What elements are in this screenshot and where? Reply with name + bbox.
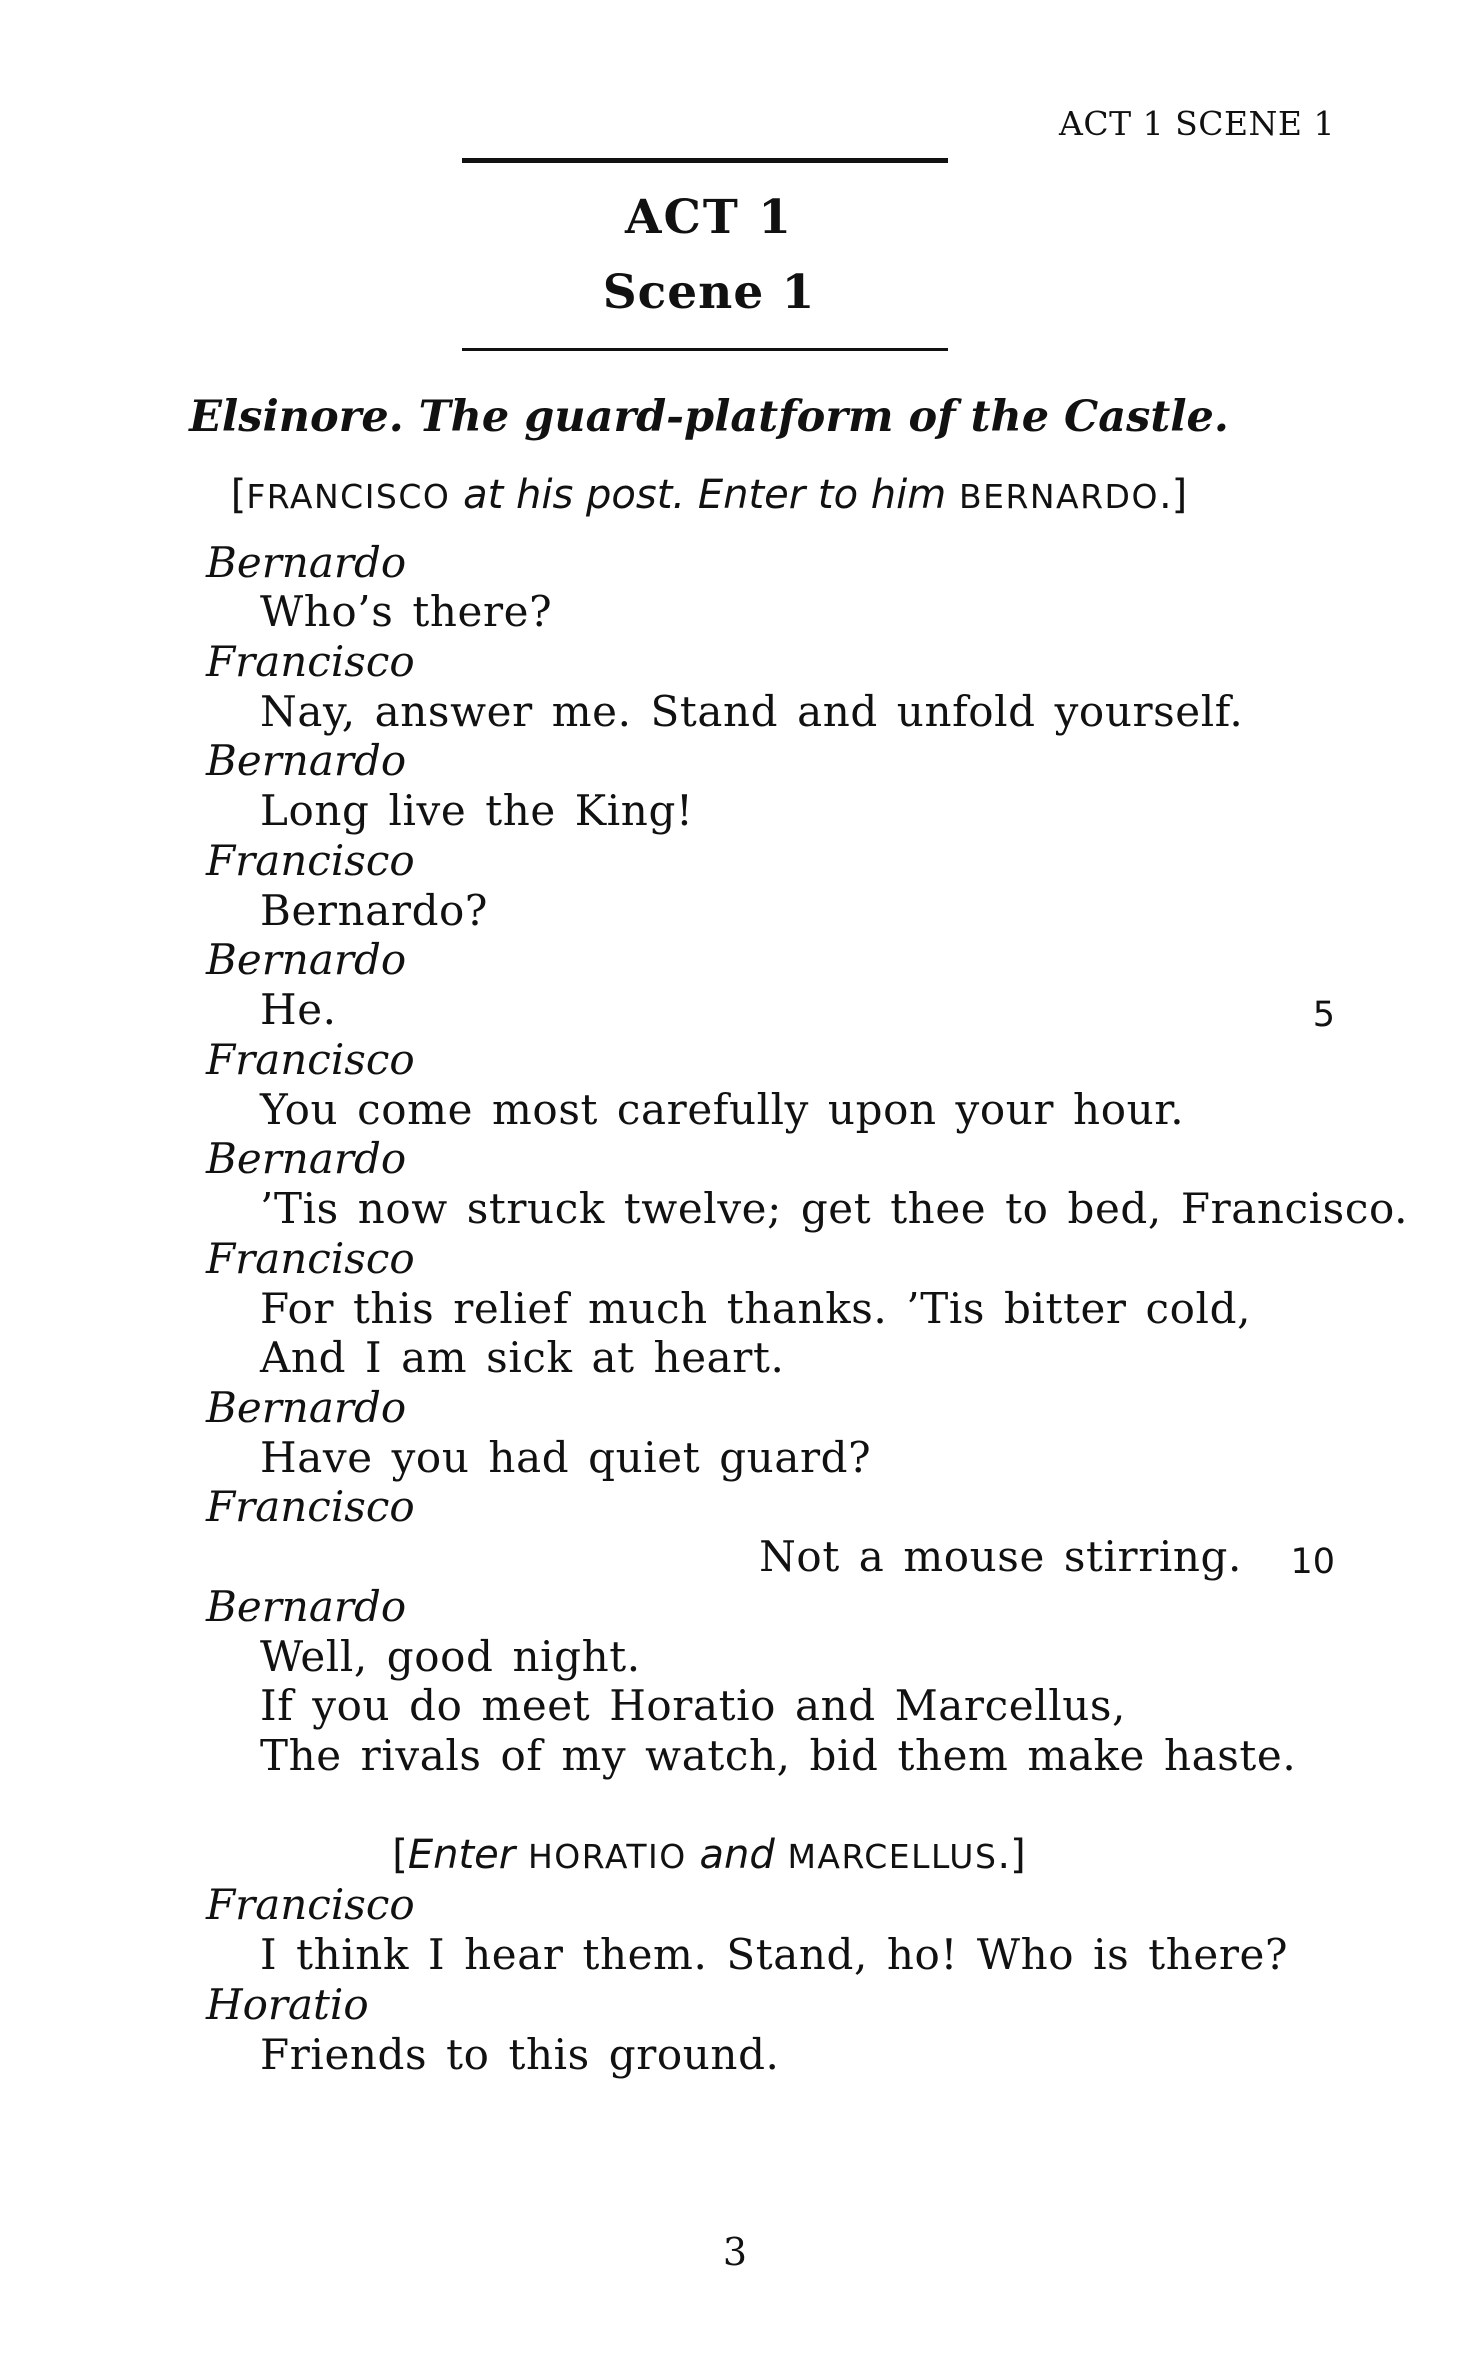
speaker-name: Bernardo bbox=[206, 736, 407, 785]
dialogue-line: Nay, answer me. Stand and unfold yourself. bbox=[260, 687, 1244, 736]
dialogue-line: Have you had quiet guard? bbox=[260, 1433, 872, 1482]
sd-text: and bbox=[699, 1832, 775, 1878]
speaker-name: Francisco bbox=[206, 637, 415, 686]
bottom-rule bbox=[462, 348, 948, 351]
dialogue-line: Who’s there? bbox=[260, 587, 553, 636]
sd-bracket-close: .] bbox=[1158, 472, 1188, 518]
stage-direction-opening bbox=[0, 472, 1418, 518]
dialogue-line: The rivals of my watch, bid them make haste. bbox=[260, 1731, 1297, 1780]
scene-setting: Elsinore. The guard-platform of the Castle. bbox=[189, 392, 1229, 442]
speaker-name: Bernardo bbox=[206, 1134, 407, 1183]
scene-title: Scene 1 bbox=[602, 265, 816, 320]
stage-direction-entrance bbox=[0, 1832, 1418, 1878]
sd-character-francisco: FRANCISCO bbox=[246, 477, 451, 516]
dialogue-line: ’Tis now struck twelve; get thee to bed, Francisco. bbox=[260, 1184, 1409, 1233]
dialogue-line: For this relief much thanks. ’Tis bitter cold, bbox=[260, 1284, 1252, 1333]
speaker-name: Horatio bbox=[206, 1980, 369, 2029]
speaker-name: Francisco bbox=[206, 1482, 415, 1531]
sd-bracket-open: [ bbox=[230, 472, 247, 518]
speaker-name: Bernardo bbox=[206, 538, 407, 587]
dialogue-line: Long live the King! bbox=[260, 786, 694, 835]
sd-text: Enter bbox=[407, 1832, 516, 1878]
sd-text: at his post. Enter to him bbox=[450, 472, 959, 518]
sd-bracket-close: .] bbox=[997, 1832, 1026, 1878]
dialogue-line: Friends to this ground. bbox=[260, 2030, 780, 2079]
top-rule bbox=[462, 158, 948, 163]
speaker-name: Francisco bbox=[206, 1035, 415, 1084]
dialogue-line: Bernardo? bbox=[260, 886, 489, 935]
speaker-name: Bernardo bbox=[206, 1383, 407, 1432]
dialogue-line: You come most carefully upon your hour. bbox=[260, 1085, 1185, 1134]
sd-character-marcellus: MARCELLUS bbox=[787, 1837, 998, 1876]
dialogue-line: If you do meet Horatio and Marcellus, bbox=[260, 1681, 1127, 1730]
dialogue-line: And I am sick at heart. bbox=[260, 1333, 785, 1382]
line-number: 5 bbox=[1312, 995, 1335, 1035]
dialogue-line-split: Not a mouse stirring. bbox=[759, 1532, 1242, 1581]
dialogue-line: Well, good night. bbox=[260, 1632, 641, 1681]
running-head: ACT 1 SCENE 1 bbox=[1059, 104, 1335, 143]
line-number: 10 bbox=[1290, 1542, 1335, 1582]
speaker-name: Francisco bbox=[206, 1880, 415, 1929]
speaker-name: Bernardo bbox=[206, 1582, 407, 1631]
sd-character-bernardo: BERNARDO bbox=[958, 477, 1159, 516]
speaker-name: Francisco bbox=[206, 1234, 415, 1283]
speaker-name: Francisco bbox=[206, 836, 415, 885]
sd-character-horatio: HORATIO bbox=[527, 1837, 687, 1876]
dialogue-line: I think I hear them. Stand, ho! Who is there? bbox=[260, 1930, 1289, 1979]
dialogue-line: He. bbox=[260, 985, 337, 1034]
speaker-name: Bernardo bbox=[206, 935, 407, 984]
act-title: ACT 1 bbox=[625, 190, 793, 245]
page-number: 3 bbox=[722, 2230, 748, 2274]
sd-bracket-open: [ bbox=[392, 1832, 408, 1878]
